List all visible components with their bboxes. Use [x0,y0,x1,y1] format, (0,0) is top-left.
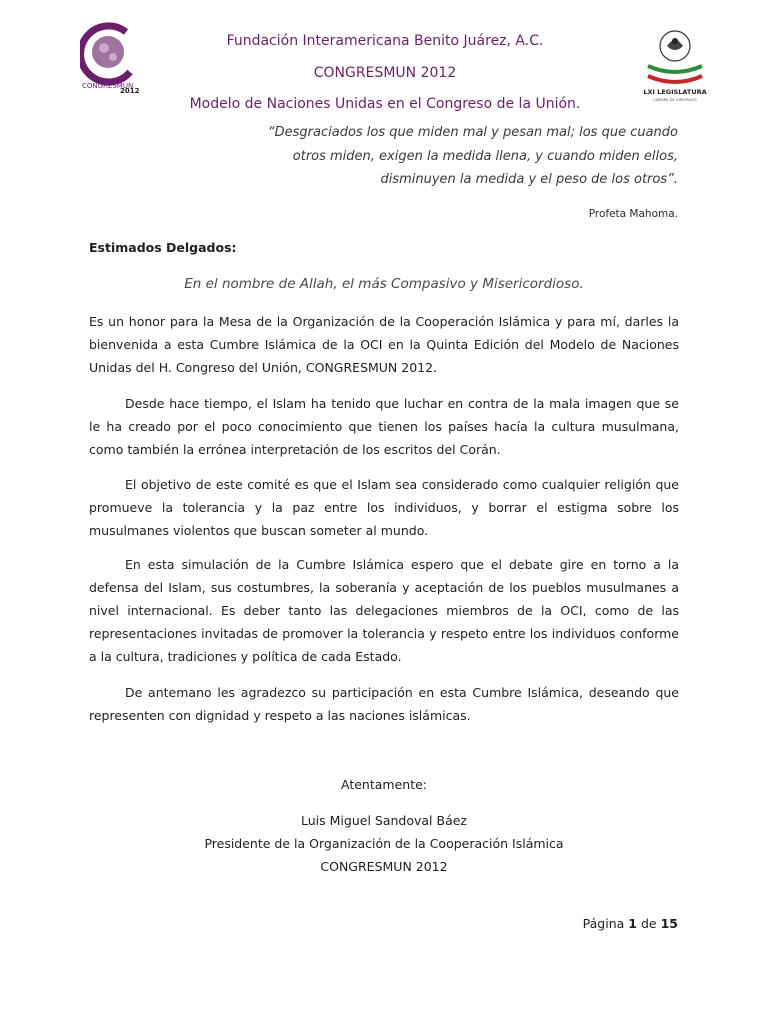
header-subtitle: Modelo de Naciones Unidas en el Congreso de la Unión. [189,96,581,112]
paragraph-objective: El objetivo de este comité es que el Islam sea considerado como cualquier religión que promueve la tolerancia y la paz entre los individuos, y borrar el estigma sobre los musulmanes violentos que buscan someter al mundo. [89,477,679,538]
paragraph-image: Desde hace tiempo, el Islam ha tenido que luchar en contra de la mala imagen que se le ha creado por el poco conocimiento que tienen los países hacía la cultura musulmana, como también la errónea interpretación de los escritos del Corán. [89,396,679,457]
logo-right-subtext: CÁMARA DE DIPUTADOS [653,98,697,102]
logo-left-text: CONGRESMUN [82,82,134,90]
paragraph-simulation: En esta simulación de la Cumbre Islámica espero que el debate gire en torno a la defensa del Islam, sus costumbres, la soberanía y aceptación de los pueblos musulmanes a nivel internacional. Es deber tanto las delegaciones miembros de la OCI, como de las representaciones invitadas de promover la tolerancia y respeto entre los individuos conforme a la cultura, tradiciones y política de cada Estado. [89,557,679,664]
page-of-label: de [640,916,657,931]
congresmun-logo [80,22,140,96]
page-total: 15 [660,916,678,931]
greeting: Estimados Delgados: [89,240,237,255]
signature-closing: Atentamente: [341,777,427,792]
quote-line-3: disminuyen la medida y el peso de los otros”. [380,172,678,187]
logo-right-text: LXI LEGISLATURA [643,88,707,96]
quote-line-2: otros miden, exigen la medida llena, y cuando miden ellos, [292,149,678,164]
page-label: Página [582,916,625,931]
quote-attribution: Profeta Mahoma. [588,208,678,220]
paragraph-welcome: Es un honor para la Mesa de la Organización de la Cooperación Islámica y para mí, darles la bienvenida a esta Cumbre Islámica de la OCI en la Quinta Edición del Modelo de Naciones Unidas del H. Congreso del Unión, CONGRESMUN 2012. [89,314,679,375]
legislatura-logo [640,24,710,102]
page-current: 1 [628,916,637,931]
logo-left-year: 2012 [120,87,140,95]
signature-role: Presidente de la Organización de la Cooperación Islámica [204,836,564,851]
page-number [583,916,678,931]
header-event: CONGRESMUN 2012 [313,65,457,81]
header-organization: Fundación Interamericana Benito Juárez, A.C. [226,33,544,49]
signature-event: CONGRESMUN 2012 [320,859,448,874]
signature-name: Luis Miguel Sandoval Báez [301,813,467,828]
invocation: En el nombre de Allah, el más Compasivo y Misericordioso. [184,276,584,292]
quote-line-1: “Desgraciados los que miden mal y pesan mal; los que cuando [267,125,678,140]
paragraph-thanks: De antemano les agradezco su participación en esta Cumbre Islámica, deseando que representen con dignidad y respeto a las naciones islámicas. [89,685,679,723]
